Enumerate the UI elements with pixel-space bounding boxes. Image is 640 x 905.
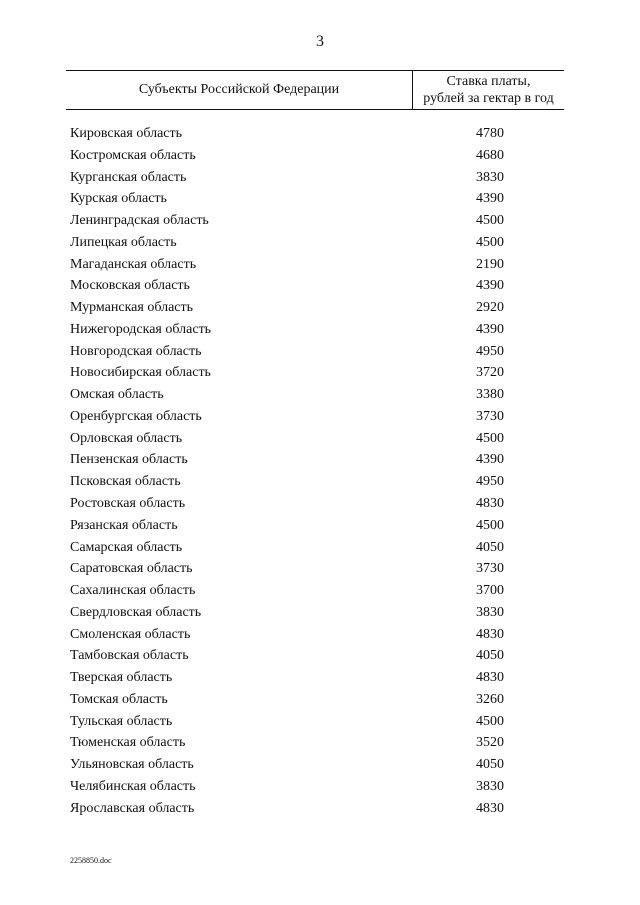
rate-value: 4950 (476, 343, 504, 359)
table-row (0, 407, 640, 429)
region-name: Магаданская область (70, 256, 197, 272)
rate-value: 4500 (476, 234, 504, 250)
rate-value: 3720 (476, 365, 504, 381)
region-name: Тверская область (70, 670, 173, 686)
region-name: Ростовская область (70, 496, 186, 512)
region-name: Новгородская область (70, 343, 202, 359)
region-name: Костромская область (70, 147, 196, 163)
table-row (0, 124, 640, 146)
rate-value: 4050 (476, 757, 504, 773)
region-name: Ленинградская область (70, 213, 209, 229)
rate-value: 4500 (476, 213, 504, 229)
rate-value: 4780 (476, 126, 504, 141)
table-row (0, 494, 640, 516)
rate-value: 3830 (476, 169, 504, 185)
table-body (0, 124, 640, 821)
region-name: Ульяновская область (70, 757, 194, 773)
rate-value: 4050 (476, 539, 504, 555)
table-row (0, 625, 640, 647)
page-number: 3 (316, 33, 324, 50)
document-reference: 2258850.doc (70, 856, 112, 865)
region-name: Томская область (70, 691, 168, 707)
header-rate-line2: рублей за гектар в год (423, 91, 554, 106)
rate-value: 3830 (476, 778, 504, 794)
table-row (0, 581, 640, 603)
header-region: Субъекты Российской Федерации (138, 82, 340, 97)
table-row (0, 646, 640, 668)
region-name: Новосибирская область (70, 365, 211, 381)
rate-value: 4050 (476, 648, 504, 664)
region-name: Челябинская область (70, 778, 196, 794)
rate-value: 4390 (476, 191, 504, 207)
header-rate-line1: Ставка платы, (446, 74, 531, 89)
region-name: Курганская область (70, 169, 187, 185)
table-row (0, 342, 640, 364)
rate-value: 3830 (476, 604, 504, 620)
table-row (0, 168, 640, 190)
rate-value: 3380 (476, 387, 504, 403)
rate-value: 4830 (476, 496, 504, 512)
rate-value: 3730 (476, 408, 504, 424)
table-header (66, 70, 564, 110)
table-row (0, 233, 640, 255)
rate-value: 4500 (476, 713, 504, 729)
rate-value: 4390 (476, 321, 504, 337)
rate-value: 3520 (476, 735, 504, 751)
rate-value: 4390 (476, 452, 504, 468)
table-row (0, 777, 640, 799)
table-row (0, 733, 640, 755)
region-name: Мурманская область (70, 300, 194, 316)
rate-value: 4830 (476, 626, 504, 642)
table-row (0, 429, 640, 451)
table-row (0, 363, 640, 385)
rate-value: 4390 (476, 278, 504, 294)
rate-value: 4830 (476, 800, 504, 816)
region-name: Ярославская область (70, 800, 195, 816)
table-row (0, 668, 640, 690)
region-name: Рязанская область (70, 517, 178, 533)
table-row (0, 538, 640, 560)
table-row (0, 385, 640, 407)
rate-value: 2190 (476, 256, 504, 272)
table-row (0, 755, 640, 777)
region-name: Свердловская область (70, 604, 202, 620)
table-row (0, 146, 640, 168)
table-row (0, 255, 640, 277)
rate-value: 2920 (476, 300, 504, 316)
table-row (0, 276, 640, 298)
table-row (0, 320, 640, 342)
region-name: Липецкая область (70, 234, 177, 250)
table-row (0, 189, 640, 211)
region-name: Курская область (70, 191, 167, 207)
region-name: Орловская область (70, 430, 183, 446)
region-name: Оренбургская область (70, 408, 202, 424)
rate-value: 4950 (476, 474, 504, 490)
rate-value: 4680 (476, 147, 504, 163)
region-name: Самарская область (70, 539, 183, 555)
region-name: Московская область (70, 278, 190, 294)
region-name: Тульская область (70, 713, 173, 729)
table-row (0, 472, 640, 494)
region-name: Псковская область (70, 474, 181, 490)
table-row (0, 799, 640, 821)
rate-value: 4500 (476, 430, 504, 446)
rate-value: 3700 (476, 583, 504, 599)
table-row (0, 603, 640, 625)
rate-value: 4500 (476, 517, 504, 533)
rate-value: 4830 (476, 670, 504, 686)
table-row (0, 516, 640, 538)
table-row (0, 690, 640, 712)
region-name: Сахалинская область (70, 583, 196, 599)
region-name: Смоленская область (70, 626, 191, 642)
header-rate (413, 71, 564, 109)
table-row (0, 559, 640, 581)
rate-value: 3260 (476, 691, 504, 707)
table-row (0, 450, 640, 472)
region-name: Саратовская область (70, 561, 193, 577)
table-row (0, 298, 640, 320)
region-name: Кировская область (70, 126, 183, 141)
rate-value: 3730 (476, 561, 504, 577)
region-name: Тюменская область (70, 735, 186, 751)
region-name: Нижегородская область (70, 321, 212, 337)
region-name: Пензенская область (70, 452, 188, 468)
table-row (0, 712, 640, 734)
region-name: Омская область (70, 387, 164, 403)
table-row (0, 211, 640, 233)
region-name: Тамбовская область (70, 648, 189, 664)
